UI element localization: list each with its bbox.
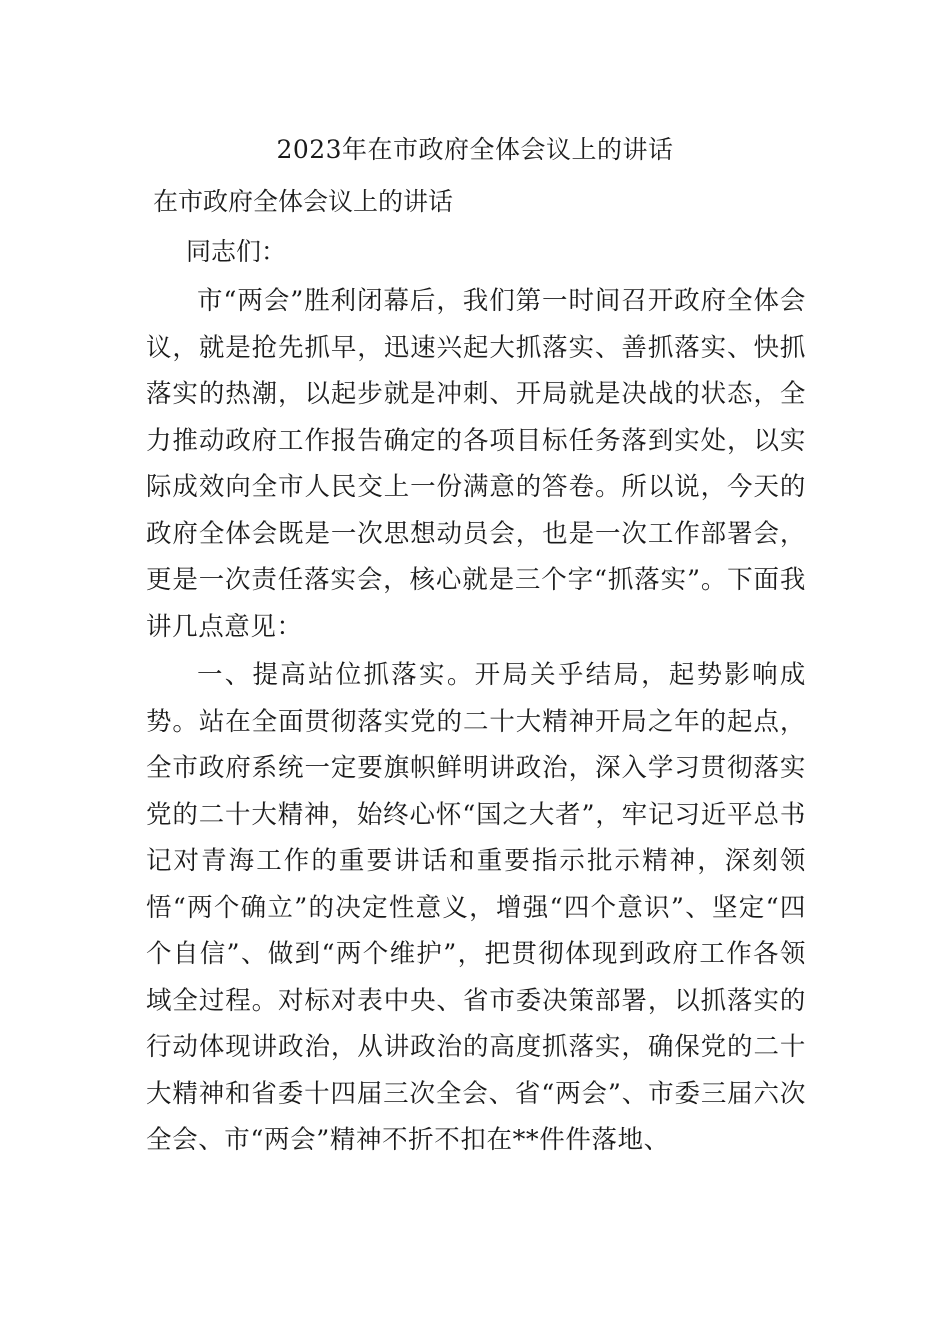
document-title: 2023年在市政府全体会议上的讲话	[276, 135, 674, 164]
body-paragraph: 市“两会”胜利闭幕后，我们第一时间召开政府全体会议，就是抢先抓早，迅速兴起大抓落实、善抓落实、快抓落实的热潮，以起步就是冲刺、开局就是决战的状态，全力推动政府工作报告确定的各项目标任务落到实处，以实际成效向全市人民交上一份满意的答卷。所以说，今天的政府全体会既是一次思想动员会，也是一次工作部署会，更是一次责任落实会，核心就是三个字“抓落实”。下面我讲几点意见：	[146, 286, 806, 642]
document-subtitle: 在市政府全体会议上的讲话	[153, 187, 454, 216]
greeting: 同志们：	[186, 237, 287, 266]
body-paragraph: 一、提高站位抓落实。开局关乎结局，起势影响成势。站在全面贯彻落实党的二十大精神开局之年的起点，全市政府系统一定要旗帜鲜明讲政治，深入学习贯彻落实党的二十大精神，始终心怀“国之大者”，牢记习近平总书记对青海工作的重要讲话和重要指示批示精神，深刻领悟“两个确立”的决定性意义，增强“四个意识”、坚定“四个自信”、做到“两个维护”，把贯彻体现到政府工作各领域全过程。对标对表中央、省市委决策部署，以抓落实的行动体现讲政治，从讲政治的高度抓落实，确保党的二十大精神和省委十四届三次全会、省“两会”、市委三届六次全会、市“两会”精神不折不扣在**件件落地、	[146, 660, 806, 1155]
